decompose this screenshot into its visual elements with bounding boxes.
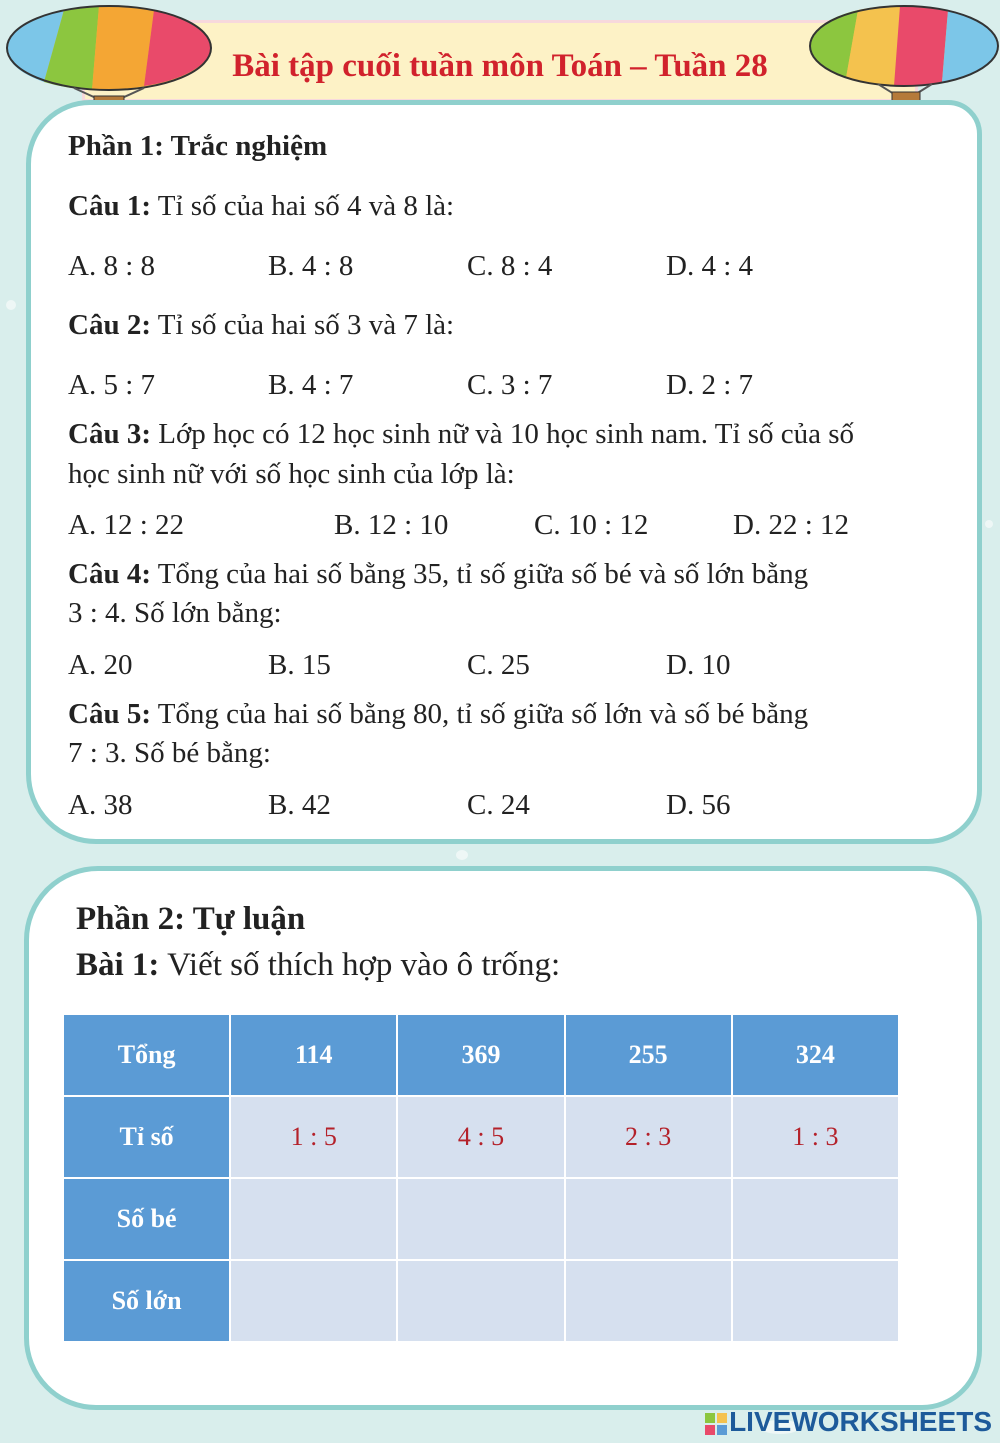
option-b[interactable]: B. 4 : 7: [268, 369, 354, 401]
exercise-label: Bài 1:: [76, 947, 160, 983]
answer-blank-large[interactable]: [565, 1260, 732, 1342]
exercise-text: Viết số thích hợp vào ô trống:: [159, 947, 561, 983]
option-a[interactable]: A. 8 : 8: [68, 250, 155, 282]
question-text: Lớp học có 12 học sinh nữ và 10 học sinh nam. Tỉ số của số: [150, 418, 855, 450]
background-dot: [456, 850, 468, 860]
question-3: [68, 416, 854, 452]
total-value: 324: [732, 1014, 899, 1096]
question-1: [68, 188, 454, 224]
option-a[interactable]: A. 12 : 22: [68, 509, 184, 541]
question-2: [68, 307, 454, 343]
option-a[interactable]: A. 38: [68, 789, 133, 821]
answer-blank-large[interactable]: [732, 1260, 899, 1342]
question-text: Tổng của hai số bằng 80, tỉ số giữa số lớn và số bé bằng: [150, 698, 809, 730]
total-value: 255: [565, 1014, 732, 1096]
option-d[interactable]: D. 10: [666, 649, 731, 681]
question-label: Câu 2:: [68, 309, 151, 341]
ratio-value: 1 : 3: [732, 1096, 899, 1178]
hot-air-balloon-icon: [808, 2, 1000, 106]
option-c[interactable]: C. 8 : 4: [467, 250, 553, 282]
option-b[interactable]: B. 4 : 8: [268, 250, 354, 282]
row-header-ratio: Tỉ số: [63, 1096, 230, 1178]
row-header-small-number: Số bé: [63, 1178, 230, 1260]
option-b[interactable]: B. 15: [268, 649, 331, 681]
option-c[interactable]: C. 24: [467, 789, 530, 821]
table-row-ratio: [63, 1096, 899, 1178]
row-header-large-number: Số lớn: [63, 1260, 230, 1342]
ratio-value: 4 : 5: [397, 1096, 564, 1178]
option-b[interactable]: B. 42: [268, 789, 331, 821]
answer-blank-small[interactable]: [397, 1178, 564, 1260]
answer-blank-small[interactable]: [732, 1178, 899, 1260]
answer-blank-large[interactable]: [230, 1260, 397, 1342]
background-dot: [6, 300, 16, 310]
total-value: 114: [230, 1014, 397, 1096]
option-d[interactable]: D. 2 : 7: [666, 369, 753, 401]
option-d[interactable]: D. 22 : 12: [733, 509, 849, 541]
hot-air-balloon-icon: [4, 2, 214, 104]
option-a[interactable]: A. 5 : 7: [68, 369, 155, 401]
option-d[interactable]: D. 56: [666, 789, 731, 821]
question-text: Tỉ số của hai số 3 và 7 là:: [150, 309, 455, 341]
option-a[interactable]: A. 20: [68, 649, 133, 681]
total-value: 369: [397, 1014, 564, 1096]
question-4-continued: 3 : 4. Số lớn bằng:: [68, 597, 282, 629]
part1-heading: Phần 1: Trắc nghiệm: [68, 130, 328, 162]
question-label: Câu 4:: [68, 558, 151, 590]
table-row-small-number: [63, 1178, 899, 1260]
row-header-total: Tổng: [63, 1014, 230, 1096]
ratio-table: [62, 1013, 900, 1343]
brand-text: LIVEWORKSHEETS: [729, 1406, 992, 1437]
option-c[interactable]: C. 10 : 12: [534, 509, 649, 541]
option-b[interactable]: B. 12 : 10: [334, 509, 449, 541]
liveworksheets-logo[interactable]: [705, 1404, 992, 1440]
question-label: Câu 3:: [68, 418, 151, 450]
question-5-continued: 7 : 3. Số bé bằng:: [68, 737, 271, 769]
answer-blank-small[interactable]: [230, 1178, 397, 1260]
exercise-1: [76, 947, 560, 983]
answer-blank-small[interactable]: [565, 1178, 732, 1260]
liveworksheets-logo-icon: [705, 1413, 727, 1435]
page-title: Bài tập cuối tuần môn Toán – Tuần 28: [232, 48, 768, 84]
option-c[interactable]: C. 25: [467, 649, 530, 681]
question-3-continued: học sinh nữ với số học sinh của lớp là:: [68, 458, 515, 490]
question-label: Câu 5:: [68, 698, 151, 730]
part2-heading: Phần 2: Tự luận: [76, 901, 306, 937]
option-d[interactable]: D. 4 : 4: [666, 250, 753, 282]
ratio-value: 2 : 3: [565, 1096, 732, 1178]
question-label: Câu 1:: [68, 190, 151, 222]
option-c[interactable]: C. 3 : 7: [467, 369, 553, 401]
background-dot: [985, 520, 993, 528]
question-text: Tổng của hai số bằng 35, tỉ số giữa số bé và số lớn bằng: [150, 558, 809, 590]
question-text: Tỉ số của hai số 4 và 8 là:: [150, 190, 455, 222]
table-row-total: [63, 1014, 899, 1096]
ratio-value: 1 : 5: [230, 1096, 397, 1178]
table-row-large-number: [63, 1260, 899, 1342]
question-5: [68, 696, 808, 732]
question-4: [68, 556, 808, 592]
answer-blank-large[interactable]: [397, 1260, 564, 1342]
